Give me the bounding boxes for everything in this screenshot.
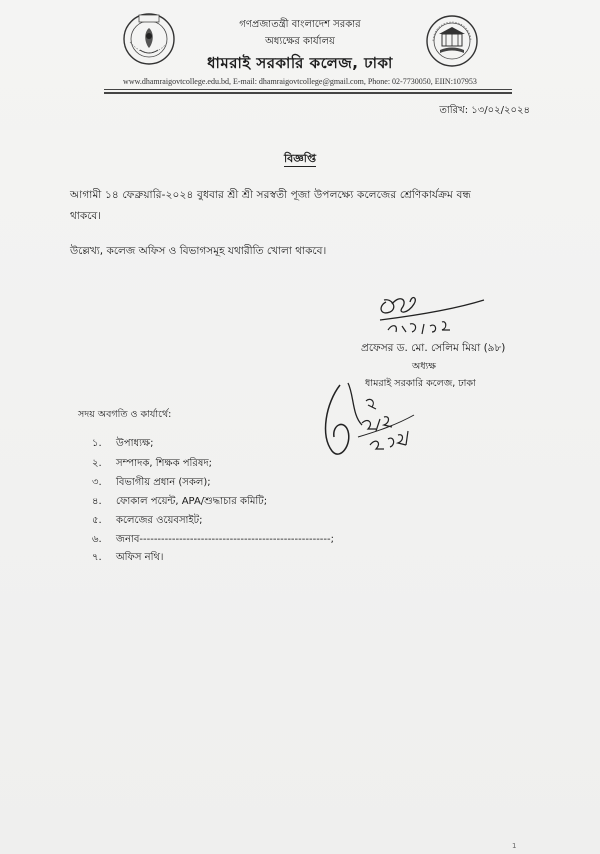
contact-line: www.dhamraigovtcollege.edu.bd, E-mail: dhamraigovtcollege@gmail.com, Phone: 02-7730050, EIIN:107953 [123, 77, 477, 86]
cc-item-number: ৬. [92, 534, 102, 545]
cc-item-number: ৪. [92, 496, 102, 507]
college-name: ধামরাই সরকারি কলেজ, ঢাকা [207, 54, 393, 72]
page-number: 1 [512, 842, 517, 850]
office-heading: অধ্যক্ষের কার্যালয় [265, 36, 335, 47]
government-heading: গণপ্রজাতন্ত্রী বাংলাদেশ সরকার [239, 19, 361, 30]
cc-item [92, 513, 202, 530]
cc-item [92, 532, 334, 549]
cc-item [92, 550, 164, 567]
header-rule-thick [104, 92, 512, 94]
signer-name: প্রফেসর ড. মো. সেলিম মিয়া (৯৮) [361, 342, 506, 354]
cc-item-text: অফিস নথি। [116, 552, 164, 563]
cc-item-number: ১. [92, 438, 102, 449]
cc-item-text: সম্পাদক, শিক্ষক পরিষদ; [116, 458, 213, 469]
cc-item [92, 475, 211, 492]
cc-item-text: জনাব-----------------------------------------------------; [116, 534, 334, 545]
cc-item-number: ৩. [92, 477, 102, 488]
cc-item [92, 494, 267, 511]
cc-item-number: ২. [92, 458, 102, 469]
signer-role: অধ্যক্ষ [412, 361, 437, 372]
cc-item-text: ফোকাল পয়েন্ট, APA/শুদ্ধাচার কমিটি; [116, 496, 268, 507]
notice-title [0, 150, 600, 169]
header-rule-thin [104, 89, 512, 90]
cc-item [92, 456, 212, 473]
cc-item [92, 436, 153, 453]
countersignature-icon [318, 375, 418, 467]
body-paragraph-2: উল্লেখ্য, কলেজ অফিস ও বিভাগসমূহ যথারীতি খোলা থাকবে। [70, 245, 327, 257]
body-paragraph-1-line-2: থাকবে। [70, 210, 102, 222]
principal-signature-icon [372, 290, 490, 340]
cc-item-number: ৭. [92, 552, 102, 563]
notice-date: তারিখ: ১৩/০২/২০২৪ [439, 105, 530, 116]
cc-item-text: বিভাগীয় প্রধান (সকল); [116, 477, 211, 488]
cc-title: সদয় অবগতি ও কার্যার্থে: [78, 409, 172, 420]
signer-college: ধামরাই সরকারি কলেজ, ঢাকা [365, 378, 476, 389]
cc-item-text: কলেজের ওয়েবসাইট; [116, 515, 203, 526]
cc-item-number: ৫. [92, 515, 102, 526]
body-paragraph-1-line-1: আগামী ১৪ ফেব্রুয়ারি-২০২৪ বুধবার শ্রী শ্রী সরস্বতী পূজা উপলক্ষ্যে কলেজের শ্রেণিকার্যক্রম বন্ধ [70, 189, 471, 201]
cc-item-text: উপাধ্যক্ষ; [116, 438, 154, 449]
notice-title-text: বিজ্ঞপ্তি [284, 152, 316, 165]
